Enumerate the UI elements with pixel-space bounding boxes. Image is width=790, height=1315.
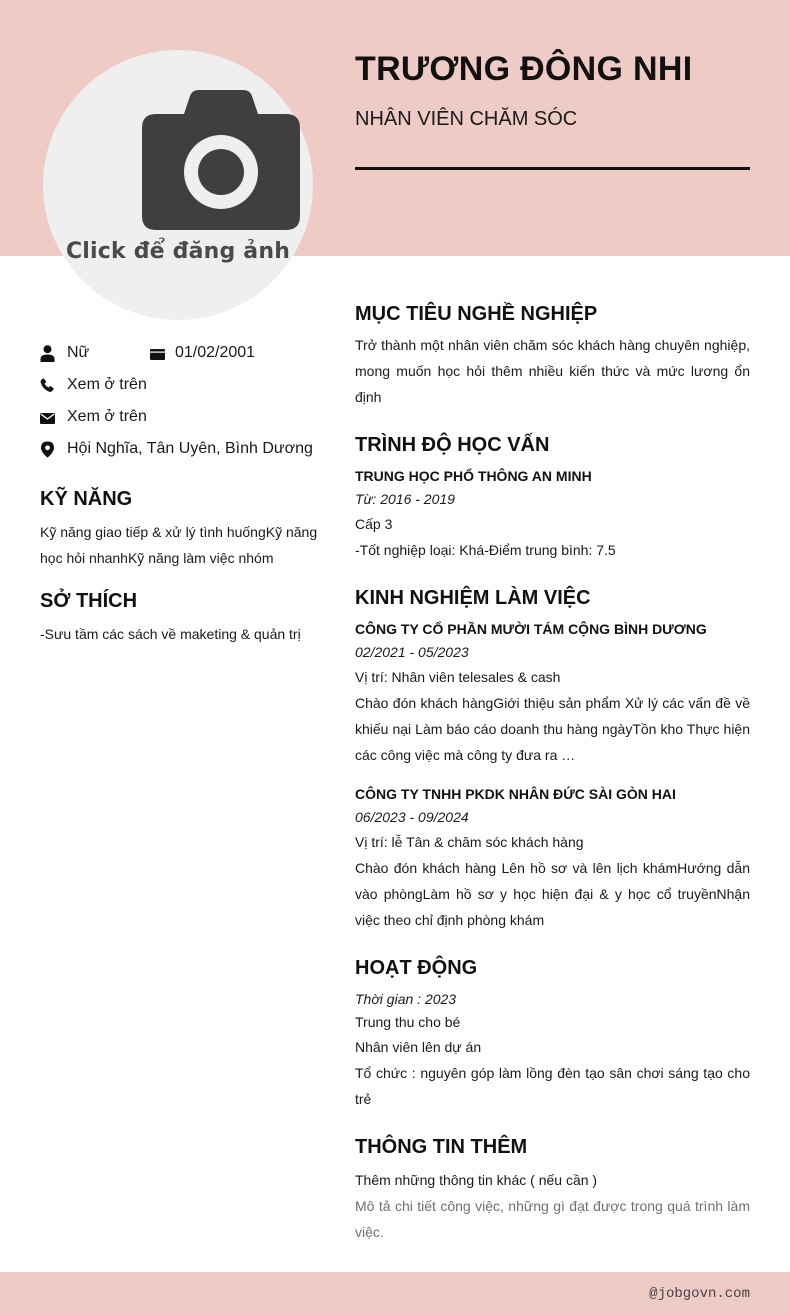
activity-detail: Tổ chức : nguyên góp làm lồng đèn tạo sân chơi sáng tạo cho trẻ	[355, 1065, 750, 1107]
activity-item: Nhân viên lên dự án	[355, 1039, 482, 1055]
phone-icon	[40, 377, 55, 394]
education-level: Cấp 3	[355, 516, 393, 532]
candidate-name: TRƯƠNG ĐÔNG NHI	[355, 50, 693, 88]
additional-line: Thêm những thông tin khác ( nếu cần )	[355, 1172, 598, 1188]
camera-icon	[140, 90, 302, 232]
photo-caption: Click để đăng ảnh	[65, 239, 291, 264]
additional-heading: THÔNG TIN THÊM	[355, 1136, 528, 1158]
job-position: Vị trí: Nhân viên telesales & cash	[355, 669, 561, 685]
job-position: Vị trí: lễ Tân & chăm sóc khách hàng	[355, 834, 584, 850]
job-description: Chào đón khách hàng Lên hồ sơ và lên lịch khámHướng dẫn vào phòngLàm hồ sơ y học hiện đại & y học cổ truyềnNhận việc theo chỉ định phòng khám	[355, 860, 750, 928]
location-pin-icon	[40, 441, 55, 458]
email-value: Xem ở trên	[67, 408, 147, 425]
phone-value: Xem ở trên	[67, 376, 147, 393]
mail-icon	[40, 409, 55, 426]
photo-upload[interactable]	[43, 50, 313, 320]
address-value: Hội Nghĩa, Tân Uyên, Bình Dương	[67, 440, 313, 457]
activities-period: Thời gian : 2023	[355, 991, 457, 1007]
activity-item: Trung thu cho bé	[355, 1014, 461, 1030]
job-description: Chào đón khách hàngGiới thiệu sản phẩm Xử lý các vấn đề về khiếu nại Làm báo cáo doanh thu hàng ngàyTồn kho Thực hiện các công việc mà công ty đưa ra …	[355, 695, 750, 763]
hobbies-text: -Sưu tầm các sách về maketing & quản trị	[40, 626, 301, 642]
birthday-value: 01/02/2001	[175, 344, 256, 361]
skills-text: Kỹ năng giao tiếp & xử lý tình huốngKỹ năng học hỏi nhanhKỹ năng làm việc nhóm	[40, 524, 318, 566]
calendar-icon	[150, 345, 165, 362]
education-heading: TRÌNH ĐỘ HỌC VẤN	[355, 434, 550, 456]
job-period: 02/2021 - 05/2023	[355, 644, 469, 660]
footer-watermark: @jobgovn.com	[649, 1286, 750, 1302]
education-period: Từ: 2016 - 2019	[355, 491, 455, 507]
experience-heading: KINH NGHIỆM LÀM VIỆC	[355, 587, 591, 609]
job-company: CÔNG TY TNHH PKDK NHÂN ĐỨC SÀI GÒN HAI	[355, 786, 676, 802]
job-period: 06/2023 - 09/2024	[355, 809, 469, 825]
job-company: CÔNG TY CỔ PHẦN MƯỜI TÁM CỘNG BÌNH DƯƠNG	[355, 621, 707, 637]
school-name: TRUNG HỌC PHỔ THÔNG AN MINH	[355, 468, 592, 484]
additional-hint: Mô tả chi tiết công việc, những gì đạt được trong quá trình làm việc.	[355, 1198, 750, 1240]
objective-text: Trở thành một nhân viên chăm sóc khách hàng chuyên nghiệp, mong muốn học hỏi thêm nhiều kiến thức và mức lương ổn định	[355, 337, 750, 405]
header-divider	[355, 167, 750, 170]
person-icon	[40, 345, 55, 362]
gender-value: Nữ	[67, 344, 90, 361]
education-result: -Tốt nghiệp loại: Khá-Điểm trung bình: 7.5	[355, 542, 616, 558]
objective-heading: MỤC TIÊU NGHỀ NGHIỆP	[355, 303, 598, 325]
activities-heading: HOẠT ĐỘNG	[355, 957, 478, 979]
job-title: NHÂN VIÊN CHĂM SÓC	[355, 108, 578, 130]
hobbies-heading: SỞ THÍCH	[40, 590, 138, 612]
skills-heading: KỸ NĂNG	[40, 488, 133, 510]
